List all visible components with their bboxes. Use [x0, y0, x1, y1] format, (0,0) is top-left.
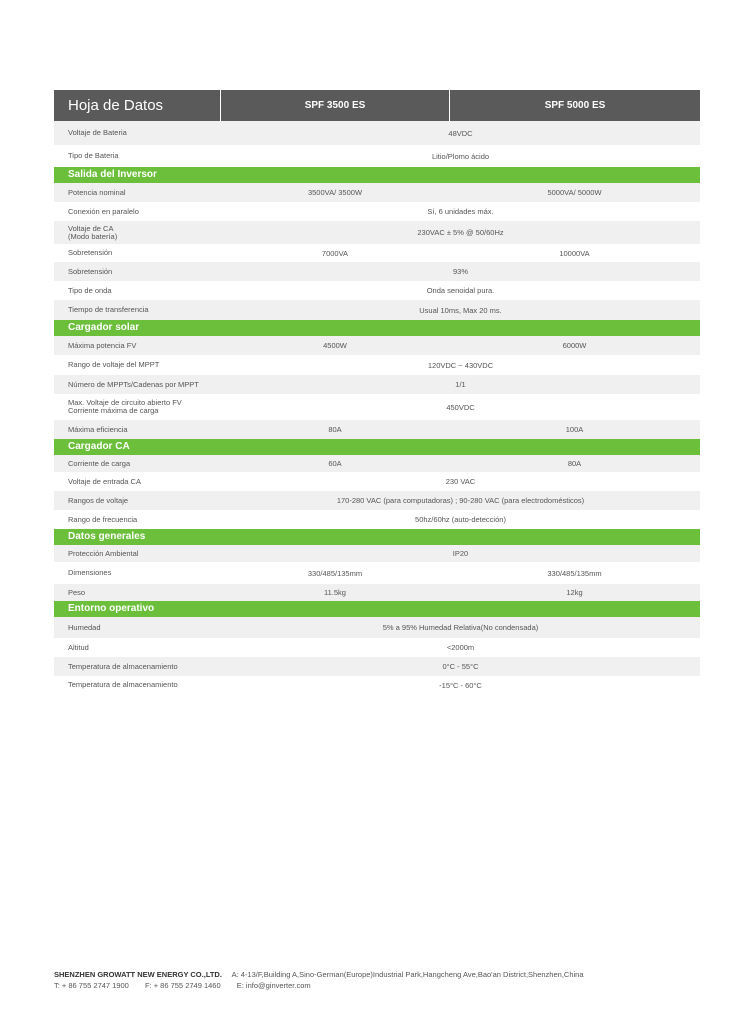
row-label — [54, 287, 221, 295]
company-name: SHENZHEN GROWATT NEW ENERGY CO.,LTD. — [54, 970, 222, 979]
row-label-line: Voltaje de CA — [68, 223, 114, 233]
table-row — [54, 244, 700, 262]
table-row — [54, 472, 700, 491]
table-row — [54, 202, 700, 221]
row-label-line: Máxima eficiencia — [68, 424, 128, 434]
row-value: 1/1 — [455, 380, 466, 389]
row-label — [54, 306, 221, 314]
table-row — [54, 510, 700, 529]
row-value: IP20 — [452, 549, 469, 558]
row-label — [54, 478, 221, 486]
table-row — [54, 638, 700, 657]
table-row — [54, 617, 700, 638]
table-row — [54, 545, 700, 562]
row-value: 450VDC — [446, 402, 475, 412]
row-label-line: Tipo de Bateria — [68, 151, 119, 160]
row-value-model-2: 330/485/135mm — [547, 568, 602, 578]
row-label-line: Potencia nominal — [68, 187, 126, 197]
row-label-line: Corriente de carga — [68, 458, 131, 468]
section-title: Entorno operativo — [54, 601, 700, 617]
table-row — [54, 394, 700, 420]
datasheet-table — [54, 90, 700, 694]
row-label — [54, 152, 221, 160]
row-value: 230VAC ± 5% @ 50/60Hz — [417, 228, 504, 237]
row-label — [54, 225, 221, 241]
row-label-line: Sobretensión — [68, 266, 113, 276]
row-value: 120VDC ~ 430VDC — [427, 360, 494, 370]
row-label — [54, 516, 221, 524]
row-label-line: Rangos de voltaje — [68, 495, 129, 505]
row-label — [54, 569, 221, 577]
row-value-model-1: 80A — [328, 425, 342, 434]
table-row — [54, 584, 700, 601]
model-1-header: SPF 3500 ES — [221, 90, 450, 121]
table-row — [54, 491, 700, 510]
row-label-line: Tipo de onda — [68, 285, 112, 295]
row-label — [54, 129, 221, 137]
row-label — [54, 663, 221, 671]
table-row — [54, 121, 700, 145]
row-label — [54, 268, 221, 276]
company-address: A: 4-13/F,Building A,Sino-German(Europe)Industrial Park,Hangcheng Ave,Bao'an District,Shenzhen,China — [231, 970, 584, 979]
row-label-line: Humedad — [68, 622, 101, 632]
table-row — [54, 355, 700, 375]
row-value-model-2: 12kg — [566, 588, 583, 597]
row-value-model-1: 60A — [328, 459, 342, 468]
table-row — [54, 336, 700, 355]
row-value: 0°C - 55°C — [442, 662, 479, 671]
row-label — [54, 497, 221, 505]
row-label-line: Max. Voltaje de circuito abierto FV — [68, 398, 182, 407]
row-value-model-2: 10000VA — [559, 248, 590, 258]
row-label-line: Voltaje de entrada CA — [68, 476, 141, 486]
row-label-line: Conexión en paralelo — [68, 206, 139, 216]
row-value-model-1: 3500VA/ 3500W — [307, 188, 363, 197]
section-title: Salida del Inversor — [54, 167, 700, 183]
row-label-line: (Modo batería) — [68, 231, 118, 241]
row-label — [54, 342, 221, 350]
section-title: Cargador solar — [54, 320, 700, 336]
table-row — [54, 183, 700, 202]
row-label-line: Temperatura de almacenamiento — [68, 680, 178, 689]
row-value: 230 VAC — [445, 477, 476, 486]
table-row — [54, 145, 700, 167]
email: E: info@ginverter.com — [236, 981, 311, 990]
row-label-line: Tiempo de transferencia — [68, 305, 149, 314]
row-value-model-1: 330/485/135mm — [307, 568, 363, 578]
row-value: Sí, 6 unidades máx. — [427, 207, 494, 216]
row-value-model-2: 6000W — [562, 341, 587, 350]
row-label-line: Voltaje de Bateria — [68, 128, 127, 137]
row-label — [54, 426, 221, 434]
table-row — [54, 375, 700, 394]
row-value: 50hz/60hz (auto-detección) — [415, 515, 506, 524]
row-value: 93% — [452, 267, 468, 276]
row-label-line: Protección Ambiental — [68, 548, 139, 558]
row-value: Usual 10ms, Max 20 ms. — [419, 305, 502, 315]
row-label-line: Rango de frecuencia — [68, 514, 138, 524]
row-label — [54, 249, 221, 257]
table-row — [54, 300, 700, 320]
row-label-line: Sobretensión — [68, 248, 113, 257]
row-label-line: Corriente máxima de carga — [68, 406, 159, 415]
table-row — [54, 676, 700, 694]
row-label — [54, 624, 221, 632]
row-label — [54, 208, 221, 216]
table-row — [54, 281, 700, 300]
table-row — [54, 221, 700, 244]
row-value: -15°C - 60°C — [439, 680, 482, 690]
footer — [54, 969, 584, 991]
table-row — [54, 420, 700, 439]
row-label — [54, 681, 221, 689]
row-label — [54, 381, 221, 389]
table-body — [54, 121, 700, 694]
fax: F: + 86 755 2749 1460 — [144, 981, 221, 990]
row-value: 48VDC — [448, 128, 473, 138]
row-label — [54, 361, 221, 369]
row-label-line: Dimensiones — [68, 568, 112, 577]
row-label-line: Peso — [68, 587, 86, 597]
row-value: <2000m — [446, 643, 475, 652]
table-header — [54, 90, 700, 121]
row-label — [54, 589, 221, 597]
row-label-line: Rango de voltaje del MPPT — [68, 360, 160, 369]
row-label-line: Altitud — [68, 642, 89, 652]
table-row — [54, 657, 700, 676]
section-title: Datos generales — [54, 529, 700, 545]
row-value-model-1: 7000VA — [321, 248, 349, 258]
row-value: Onda senoidal pura. — [426, 286, 495, 295]
row-value: 5% a 95% Humedad Relativa(No condensada) — [382, 623, 539, 632]
table-row — [54, 562, 700, 584]
row-label — [54, 399, 221, 415]
row-value: Litio/Plomo ácido — [431, 151, 490, 161]
row-label-line: Máxima potencia FV — [68, 340, 137, 350]
row-label-line: Temperatura de almacenamiento — [68, 661, 178, 671]
row-value-model-2: 5000VA/ 5000W — [547, 188, 602, 197]
row-label — [54, 550, 221, 558]
row-value-model-1: 11.5kg — [324, 588, 346, 597]
table-row — [54, 262, 700, 281]
row-value-model-2: 100A — [565, 425, 584, 434]
model-2-header: SPF 5000 ES — [544, 100, 606, 111]
phone: T: + 86 755 2747 1900 — [54, 981, 129, 990]
row-label — [54, 189, 221, 197]
sheet-title: Hoja de Datos — [54, 90, 221, 121]
row-label-line: Número de MPPTs/Cadenas por MPPT — [68, 379, 199, 389]
row-value: 170-280 VAC (para computadoras) ; 90-280 VAC (para electrodomésticos) — [336, 496, 585, 505]
row-label — [54, 460, 221, 468]
row-value-model-1: 4500W — [323, 341, 347, 350]
section-title: Cargador CA — [54, 439, 700, 455]
row-label — [54, 644, 221, 652]
row-value-model-2: 80A — [567, 459, 582, 468]
table-row — [54, 455, 700, 472]
